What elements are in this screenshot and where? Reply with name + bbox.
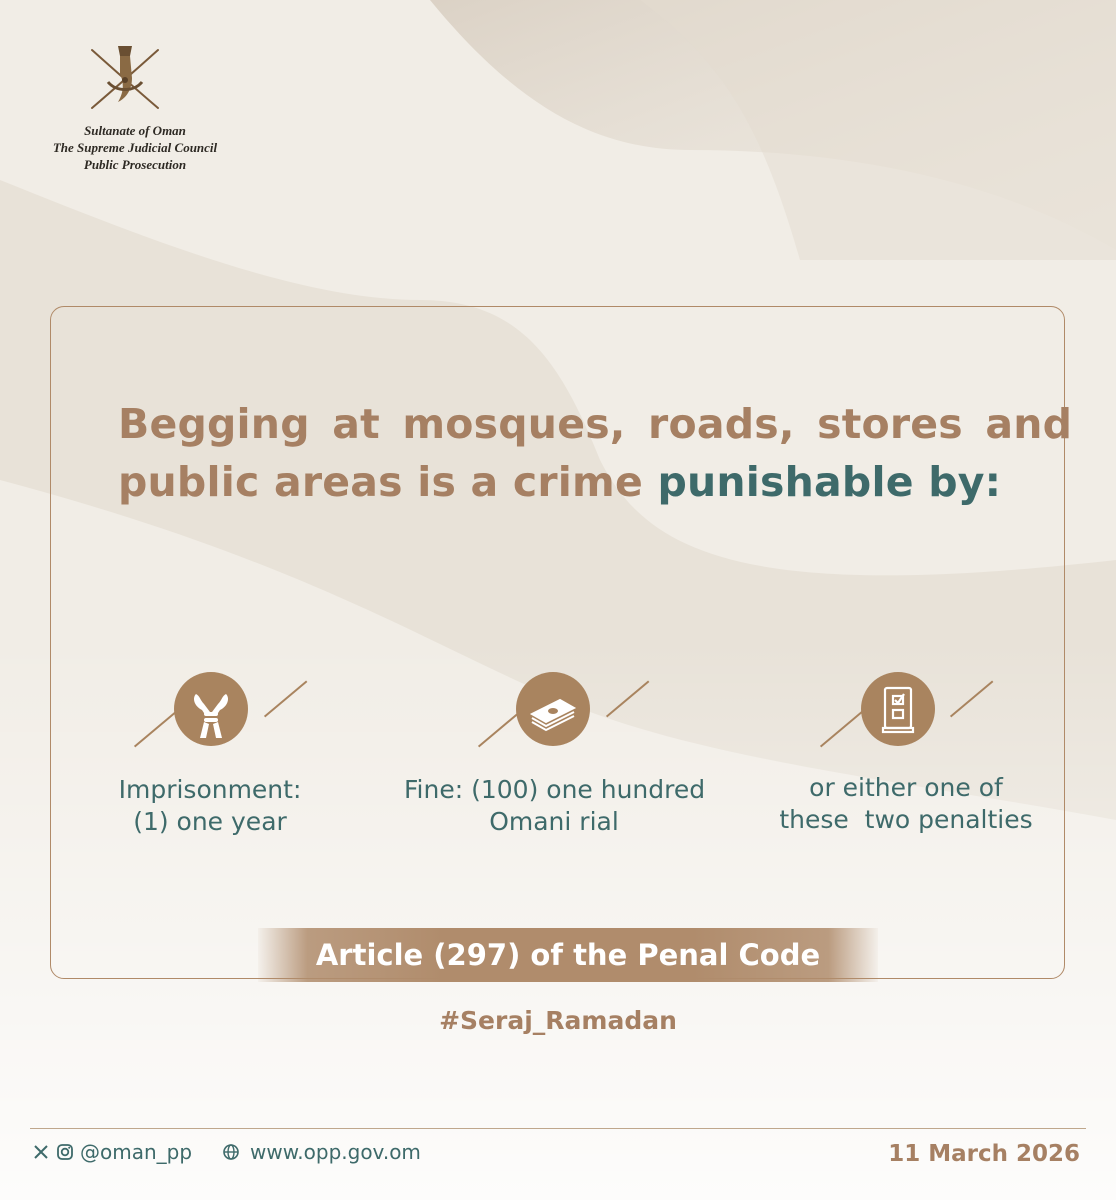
headline-line-2 (118, 453, 1018, 511)
website-link[interactable]: www.opp.gov.om (250, 1140, 421, 1164)
org-line-council: The Supreme Judicial Council (52, 140, 218, 155)
penalty-either-text (756, 772, 1056, 836)
penalty-imprisonment-text (60, 774, 360, 838)
hashtag: #Seraj_Ramadan (439, 1006, 677, 1035)
instagram-icon[interactable] (56, 1143, 74, 1161)
footer-divider (30, 1128, 1086, 1129)
penalty-imprisonment-line-1: Imprisonment: (118, 775, 302, 804)
headline-line-2-prefix: public areas is a crime (118, 458, 658, 506)
handcuffed-hands-icon (174, 672, 248, 746)
money-stack-icon (516, 672, 590, 746)
headline-line-1: Begging at mosques, roads, stores and (118, 400, 1073, 448)
organization-name (40, 122, 230, 173)
org-line-prosecution: Public Prosecution (83, 157, 187, 172)
x-logo-icon[interactable] (32, 1143, 50, 1161)
penalty-fine-line-1: Fine: (100) one hundred (404, 775, 706, 804)
penalty-either-line-2: these two penalties (779, 805, 1033, 834)
social-handle[interactable]: @oman_pp (80, 1140, 193, 1164)
penalty-either-line-1: or either one of (809, 773, 1003, 802)
headline-accent: punishable by: (657, 458, 1002, 506)
footer-social (32, 1138, 451, 1166)
checklist-document-icon (861, 672, 935, 746)
penalty-fine-line-2: Omani rial (489, 807, 619, 836)
penalty-fine-text (404, 774, 704, 838)
article-reference: Article (297) of the Penal Code (315, 938, 821, 972)
headline (118, 395, 1073, 511)
article-banner (258, 928, 878, 982)
publish-date: 11 March 2026 (888, 1141, 1080, 1167)
globe-icon (222, 1143, 240, 1161)
org-line-country: Sultanate of Oman (84, 123, 186, 138)
penalty-imprisonment-line-2: (1) one year (133, 807, 287, 836)
oman-khanjar-emblem-icon (80, 38, 170, 120)
